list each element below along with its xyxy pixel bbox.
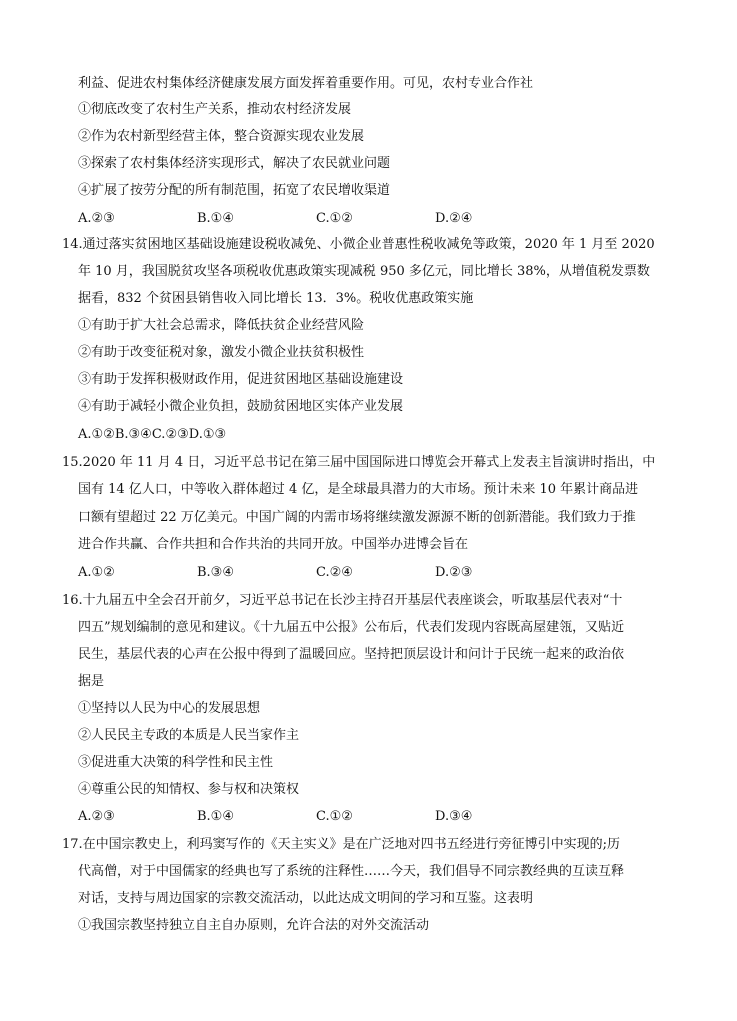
q16-stem-line-2: 四五”规划编制的意见和建议。《十九届五中公报》公布后，代表们发现内容既高屋建瓴，又贴近 <box>78 620 625 635</box>
q16-stem-line-4: 据是 <box>78 674 105 689</box>
q15-stem-line-2: 国有 14 亿人口，中等收入群体超过 4 亿，是全球最具潜力的大市场。预计未来 10 年累计商品进 <box>78 482 639 497</box>
q17-stem-line-2: 代高僧，对于中国儒家的经典也写了系统的注释性……今天，我们倡导不同宗教经典的互读互释 <box>78 864 625 879</box>
q13-intro-tail: 利益、促进农村集体经济健康发展方面发挥着重要作用。可见，农村专业合作社 <box>78 76 534 91</box>
q13-option-a: A.②③ <box>78 211 115 226</box>
q13-option-c: C.①② <box>316 211 353 226</box>
q14-options: A.①②B.③④C.②③D.①③ <box>78 427 227 442</box>
q16-stem-line-3: 民生，基层代表的心声在公报中得到了温暖回应。坚持把顶层设计和问计于民统一起来的政治依 <box>78 647 625 662</box>
q17-stem-line-3: 对话，支持与周边国家的宗教交流活动，以此达成文明间的学习和互鉴。这表明 <box>78 891 534 906</box>
q13-item-1: ①彻底改变了农村生产关系，推动农村经济发展 <box>78 102 352 117</box>
q15-option-a: A.①② <box>78 565 115 580</box>
q16-option-c: C.①② <box>316 809 353 824</box>
q13-option-d: D.②④ <box>435 211 473 226</box>
q15-option-d: D.②③ <box>435 565 473 580</box>
q15-option-b: B.③④ <box>197 565 234 580</box>
q14-item-2: ②有助于改变征税对象，激发小微企业扶贫积极性 <box>78 345 365 360</box>
q16-item-2: ②人民民主专政的本质是人民当家作主 <box>78 728 300 743</box>
q16-option-b: B.①④ <box>197 809 234 824</box>
q16-option-a: A.②③ <box>78 809 115 824</box>
q16-stem-line-1: 16.十九届五中全会召开前夕，习近平总书记在长沙主持召开基层代表座谈会，听取基层代表对“十 <box>62 593 623 608</box>
q14-stem-line-1: 14.通过落实贫困地区基础设施建设税收减免、小微企业普惠性税收减免等政策，2020 年 1 月至 2020 <box>62 237 655 252</box>
q17-stem-line-1: 17.在中国宗教史上，利玛窦写作的《天主实义》是在广泛地对四书五经进行旁征博引中实现的;历 <box>62 837 621 852</box>
q13-item-4: ④扩展了按劳分配的所有制范围，拓宽了农民增收渠道 <box>78 183 391 198</box>
q14-item-3: ③有助于发挥积极财政作用，促进贫困地区基础设施建设 <box>78 372 404 387</box>
q16-item-3: ③促进重大决策的科学性和民主性 <box>78 755 274 770</box>
q15-option-c: C.②④ <box>316 565 353 580</box>
q16-option-d: D.③④ <box>435 809 473 824</box>
q14-item-1: ①有助于扩大社会总需求，降低扶贫企业经营风险 <box>78 318 365 333</box>
q16-item-1: ①坚持以人民为中心的发展思想 <box>78 701 261 716</box>
q13-item-3: ③探索了农村集体经济实现形式，解决了农民就业问题 <box>78 156 391 171</box>
q15-stem-line-1: 15.2020 年 11 月 4 日，习近平总书记在第三届中国国际进口博览会开幕式上发表主旨演讲时指出，中 <box>62 455 656 470</box>
q16-item-4: ④尊重公民的知情权、参与权和决策权 <box>78 782 300 797</box>
q17-item-1: ①我国宗教坚持独立自主自办原则，允许合法的对外交流活动 <box>78 918 430 933</box>
q13-option-b: B.①④ <box>197 211 234 226</box>
q15-stem-line-4: 进合作共赢、合作共担和合作共治的共同开放。中国举办进博会旨在 <box>78 537 469 552</box>
q14-item-4: ④有助于减轻小微企业负担，鼓励贫困地区实体产业发展 <box>78 399 404 414</box>
q14-stem-line-2: 年 10 月，我国脱贫攻坚各项税收优惠政策实现减税 950 多亿元，同比增长 38%，从增值税发票数 <box>78 264 650 279</box>
q13-item-2: ②作为农村新型经营主体，整合资源实现农业发展 <box>78 129 365 144</box>
q15-stem-line-3: 口额有望超过 22 万亿美元。中国广阔的内需市场将继续激发源源不断的创新潜能。我们致力于推 <box>78 510 636 525</box>
q14-stem-line-3: 据看，832 个贫困县销售收入同比增长 13．3%。税收优惠政策实施 <box>78 291 474 306</box>
